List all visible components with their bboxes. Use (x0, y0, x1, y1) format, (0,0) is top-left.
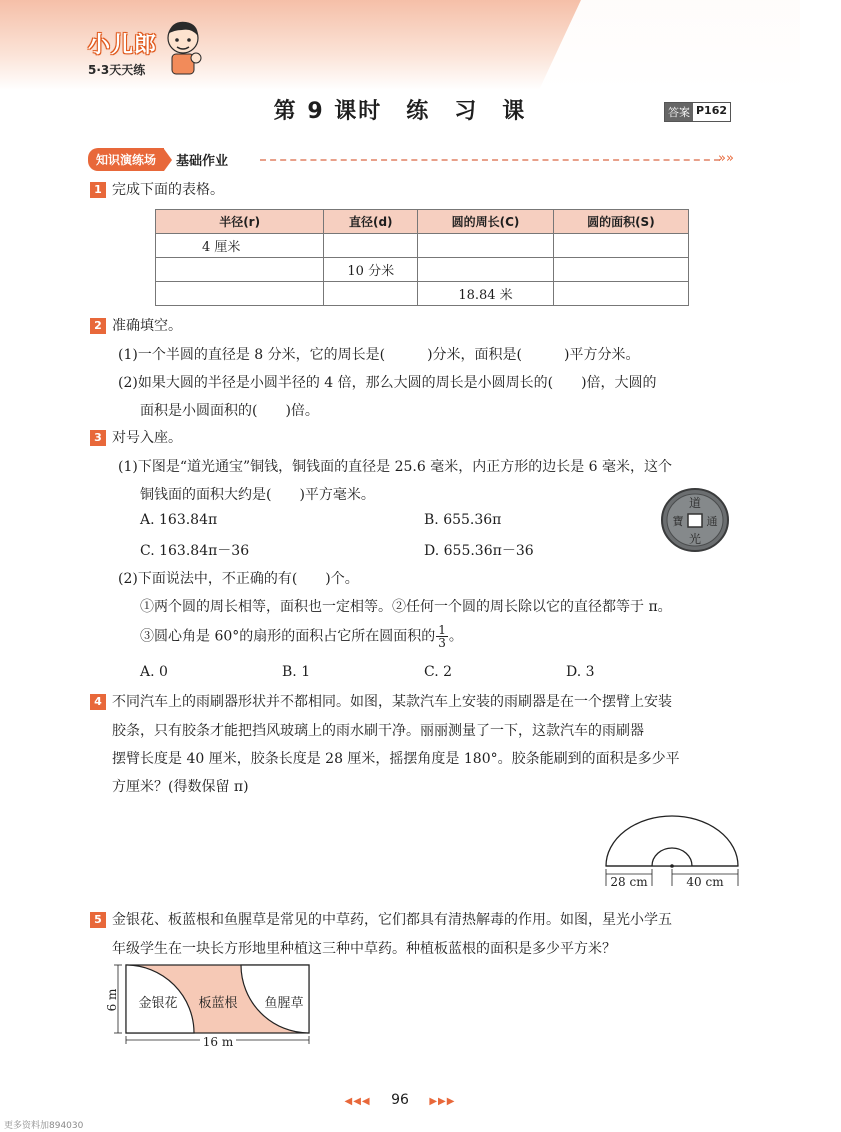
statement-3-text: ③圆心角是 60°的扇形的面积占它所在圆面积的 (140, 628, 436, 645)
option-b[interactable]: B. 655.36π (424, 512, 502, 528)
question-2-part-2-line-1: (2)如果大圆的半径是小圆半径的 4 倍，那么大圆的周长是小圆周长的( )倍，大圆的 (118, 375, 657, 391)
fraction-denominator: 3 (438, 636, 446, 650)
table-cell[interactable] (156, 282, 324, 306)
question-text: 完成下面的表格。 (112, 182, 224, 198)
table-row (156, 234, 689, 258)
answer-page: P162 (696, 104, 728, 117)
page-footer (0, 1092, 800, 1108)
table-cell[interactable] (324, 282, 418, 306)
table-cell[interactable] (324, 234, 418, 258)
region-label-houttuynia: 鱼腥草 (264, 996, 304, 1011)
question-number: 5 (90, 912, 106, 928)
left-arrows-icon: ◀◀◀ (344, 1096, 371, 1107)
question-3 (90, 428, 182, 448)
option-a[interactable]: A. 163.84π (140, 512, 218, 528)
wiper-diagram (596, 806, 746, 892)
brand-name: 小儿郎 (88, 33, 158, 58)
section-pill-arrow (164, 149, 172, 171)
question-4 (90, 692, 672, 712)
question-4-line-2: 胶条，只有胶条才能把挡风玻璃上的雨水刷干净。丽丽测量了一下，这款汽车的雨刷器 (112, 723, 644, 739)
width-label: 16 m (202, 1035, 234, 1049)
table-cell[interactable] (418, 258, 554, 282)
table-cell[interactable] (156, 258, 324, 282)
statement-1-2: ①两个圆的周长相等，面积也一定相等。②任何一个圆的周长除以它的直径都等于 π。 (140, 599, 672, 615)
section-divider (260, 159, 720, 161)
table-cell[interactable]: 4 厘米 (156, 234, 324, 258)
table-cell[interactable]: 18.84 米 (418, 282, 554, 306)
option-b[interactable]: B. 1 (282, 664, 311, 680)
right-arrows-icon: ▶▶▶ (429, 1096, 456, 1107)
question-number: 3 (90, 430, 106, 446)
option-c[interactable]: C. 163.84π－36 (140, 543, 250, 559)
section-header (88, 148, 228, 171)
table-cell[interactable] (418, 234, 554, 258)
fraction-numerator: 1 (438, 623, 446, 637)
table-header-cell: 半径(r) (156, 210, 324, 234)
brand-logo (88, 28, 157, 78)
table-cell[interactable]: 10 分米 (324, 258, 418, 282)
question-4-line-4: 方厘米？(得数保留 π) (112, 779, 249, 795)
statement-3 (140, 624, 463, 649)
question-text-line-1: 金银花、板蓝根和鱼腥草是常见的中草药，它们都具有清热解毒的作用。如图，星光小学五 (112, 912, 672, 928)
herb-field-diagram (105, 960, 320, 1052)
question-1 (90, 180, 224, 200)
dimension-label: 28 cm (610, 875, 648, 889)
table-cell[interactable] (553, 258, 688, 282)
option-a[interactable]: A. 0 (140, 664, 168, 680)
coin-char-top: 道 (688, 496, 702, 510)
region-label-isatis: 板蓝根 (198, 996, 238, 1011)
question-5 (90, 910, 672, 930)
page-number: 96 (391, 1092, 409, 1108)
table-header-cell: 圆的面积(S) (553, 210, 688, 234)
question-3-part-1-line-1: (1)下图是“道光通宝”铜钱，铜钱面的直径是 25.6 毫米，内正方形的边长是 6 毫米，这个 (118, 459, 673, 475)
option-d[interactable]: D. 655.36π－36 (424, 543, 534, 559)
table-header-row (156, 210, 689, 234)
table-row (156, 258, 689, 282)
table-cell[interactable] (553, 282, 688, 306)
question-number: 1 (90, 182, 106, 198)
question-5-line-2: 年级学生在一块长方形地里种植这三种中草药。种植板蓝根的面积是多少平方米？ (112, 941, 616, 957)
option-c[interactable]: C. 2 (424, 664, 453, 680)
question-text: 对号入座。 (112, 430, 182, 446)
question-text-line-1: 不同汽车上的雨刷器形状并不都相同。如图，某款汽车上安装的雨刷器是在一个摆臂上安装 (112, 694, 672, 710)
mascot-icon (162, 18, 204, 76)
statement-3-end: 。 (448, 628, 463, 645)
question-number: 4 (90, 694, 106, 710)
coin-char-left: 寶 (672, 515, 684, 528)
coin-char-right: 通 (706, 515, 718, 528)
table-row (156, 282, 689, 306)
lesson-title: 第 9 课时 练 习 课 (273, 99, 527, 124)
question-2-part-2-line-2: 面积是小圆面积的( )倍。 (140, 403, 319, 419)
question-4-line-3: 摆臂长度是 40 厘米，胶条长度是 28 厘米，摇摆角度是 180°。胶条能刷到的面积是多少平 (112, 751, 680, 767)
watermark: 更多资料加894030 (4, 1121, 84, 1131)
coin-char-bottom: 光 (688, 532, 702, 546)
fraction (436, 624, 448, 649)
answer-reference (664, 102, 731, 122)
question-3-part-1-line-2: 铜钱面的面积大约是( )平方毫米。 (140, 487, 375, 503)
dimension-label: 40 cm (686, 875, 724, 889)
answer-label: 答案 (665, 103, 693, 121)
table-header-cell: 直径(d) (324, 210, 418, 234)
question-number: 2 (90, 318, 106, 334)
question-2-part-1: (1)一个半圆的直径是 8 分米，它的周长是( )分米，面积是( )平方分米。 (118, 347, 640, 363)
region-label-honeysuckle: 金银花 (138, 996, 178, 1011)
question-text: 准确填空。 (112, 318, 182, 334)
header-band-cut (539, 0, 841, 90)
question-3-part-2: (2)下面说法中，不正确的有( )个。 (118, 571, 359, 587)
table-cell[interactable] (553, 234, 688, 258)
brand-subtitle: 5·3天天练 (88, 63, 146, 77)
circle-table (155, 209, 689, 306)
option-d[interactable]: D. 3 (566, 664, 595, 680)
double-chevron-icon: »» (718, 151, 734, 166)
section-name: 基础作业 (176, 154, 229, 169)
height-label: 6 m (105, 988, 119, 1012)
table-header-cell: 圆的周长(C) (418, 210, 554, 234)
section-pill: 知识演练场 (88, 148, 164, 171)
coin-image (659, 487, 731, 553)
question-2 (90, 316, 182, 336)
